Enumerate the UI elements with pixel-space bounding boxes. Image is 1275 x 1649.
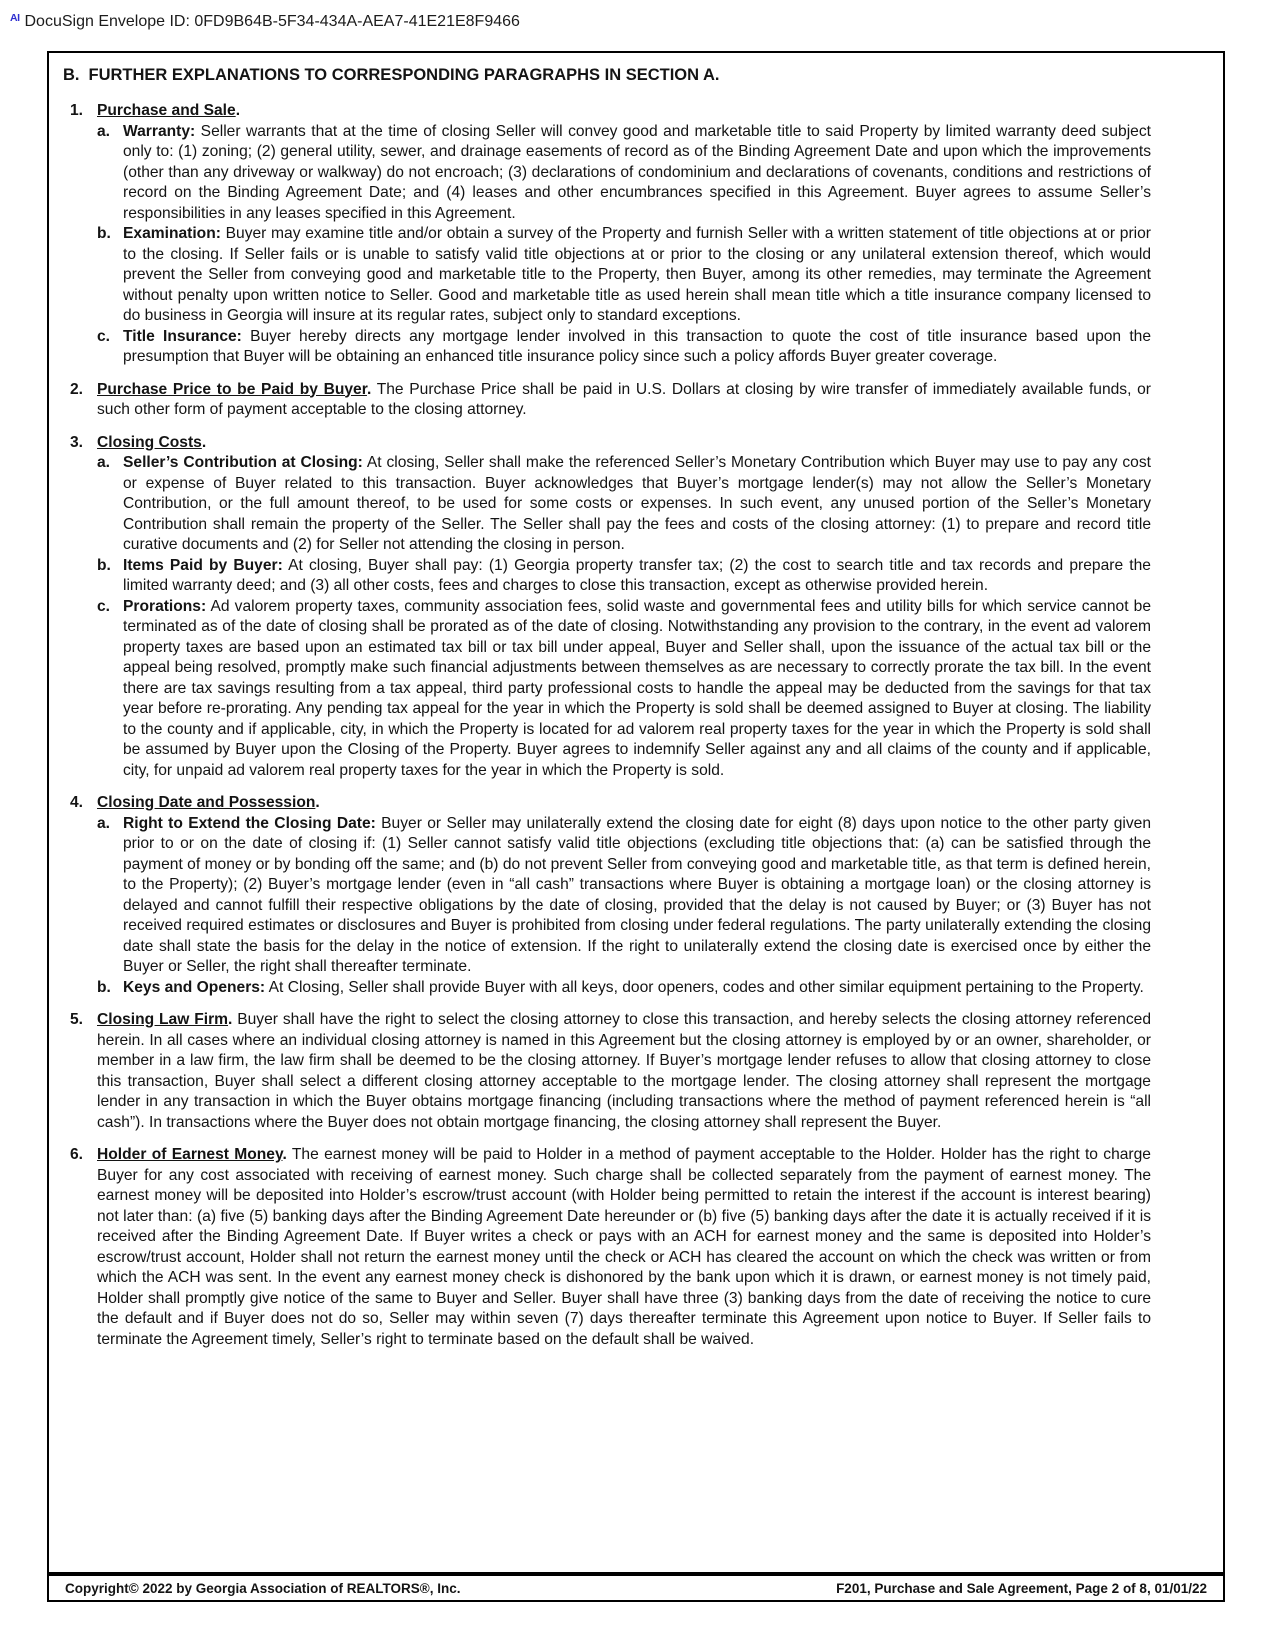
subitem-label: Items Paid by Buyer: (123, 556, 283, 574)
subitem-body (123, 814, 1151, 978)
item-paragraph (97, 1010, 1151, 1133)
subitem-label: Seller’s Contribution at Closing: (123, 454, 363, 471)
item-title-line (97, 433, 1151, 454)
item-text: Buyer shall have the right to select the closing attorney to close this transaction, and hereby selects the closing attorney referenced herein. In all cases where an individual closing attorney is named in this Agreement but the closing attorney is employed by or an owner, shareholder, or member in a law firm, the law firm shall be deemed to be the closing attorney. If Buyer’s mortgage lender refuses to allow that closing attorney to close this transaction, Buyer shall select a different closing attorney acceptable to the mortgage lender. The closing attorney shall represent the mortgage lender in any transaction in which the Buyer obtains mortgage financing (including transactions where the method of payment referenced herein is “all cash”). In transactions where the Buyer does not obtain mortgage financing, the closing attorney shall represent the Buyer. (97, 1011, 1151, 1131)
subitem-letter: b. (97, 978, 111, 996)
agreement-item (70, 1010, 1151, 1133)
subitem-body (123, 597, 1151, 782)
subitem-text: Seller warrants that at the time of closing Seller will convey good and marketable title to said Property by limited warranty deed subject only to: (1) zoning; (2) general utility, sewer, and drainage easements of record as of the Binding Agreement Date and upon which the improvements (other than any driveway or walkway) do not encroach; (3) declarations of condominium and declarations of covenants, conditions and restrictions of record on the Binding Agreement Date; and (4) leases and other encumbrances specified in this Agreement. Buyer agrees to assume Seller’s responsibilities in any leases specified in this Agreement. (123, 122, 1151, 222)
paragraph-list (63, 101, 1151, 1350)
subitem-letter: a. (97, 454, 111, 471)
subitem-label: Warranty: (123, 122, 196, 140)
subitem-text: Buyer may examine title and/or obtain a survey of the Property and furnish Seller with a written statement of title objections at or prior to the closing. If Seller fails or is unable to satisfy valid title objections at or prior to the closing or any unilateral extension thereof, which would prevent the Seller from conveying good and marketable title to the Property, then Buyer, among its other remedies, may terminate the Agreement without penalty upon written notice to Seller. Good and marketable title as used herein shall mean title which a title insurance company licensed to do business in Georgia will insure at its regular rates, subject only to standard exceptions. (123, 225, 1151, 324)
item-number: 4. (70, 794, 84, 811)
section-heading-letter: B. (63, 66, 80, 84)
sub-item (97, 327, 1151, 368)
document-page-border (47, 51, 1225, 1602)
subitem-label: Title Insurance: (123, 327, 242, 345)
docusign-envelope-header (10, 12, 520, 31)
subitem-letter: a. (97, 814, 111, 832)
subitem-body (123, 327, 1151, 368)
sub-item (97, 556, 1151, 597)
subitem-text: At closing, Seller shall make the referenced Seller’s Monetary Contribution which Buyer may use to pay any cost or expense of Buyer related to this transaction. Buyer acknowledges that Buyer’s mortgage lender(s) may not allow the Seller’s Monetary Contribution, or the full amount thereof, to be used for some costs or expenses. In such event, any unused portion of the Seller’s Monetary Contribution shall remain the property of the Seller. The Seller shall pay the fees and costs of the closing attorney: (1) to prepare and record title curative documents and (2) for Seller not attending the closing in person. (123, 454, 1151, 553)
subitem-body (123, 224, 1151, 327)
subitem-label: Prorations: (123, 597, 207, 615)
item-body (97, 380, 1151, 421)
subitem-text: At Closing, Seller shall provide Buyer with all keys, door openers, codes and other similar equipment pertaining to the Property. (268, 978, 1144, 996)
item-body (97, 793, 1151, 998)
item-body (97, 433, 1151, 782)
subitem-text: Ad valorem property taxes, community association fees, solid waste and governmental fees and utility bills for which service cannot be terminated as of the date of closing shall be prorated as of the date of closing. Notwithstanding any provision to the contrary, in the event ad valorem property taxes are based upon an estimated tax bill or tax bill under appeal, Buyer and Seller shall, upon the issuance of the actual tax bill or the appeal being resolved, promptly make such financial adjustments between themselves as are necessary to correctly prorate the tax bill. In the event there are tax savings resulting from a tax appeal, third party professional costs to handle the appeal may be deducted from the savings for that tax year before re-prorating. Any pending tax appeal for the year in which the Property is sold shall be deemed assigned to Buyer at closing. The liability to the county and if applicable, city, in which the Property is located for ad valorem real property taxes for the year in which the Property is sold shall be assumed by Buyer upon the Closing of the Property. Buyer agrees to indemnify Seller against any and all claims of the county and if applicable, city, for unpaid ad valorem real property taxes for the year in which the Property is sold. (123, 597, 1151, 779)
subitem-letter: c. (97, 327, 111, 345)
item-title-period: . (201, 433, 207, 451)
agreement-item (70, 793, 1151, 998)
subitem-label: Examination: (123, 225, 221, 242)
item-number: 6. (70, 1146, 84, 1163)
item-number: 1. (70, 102, 84, 119)
item-title-line (97, 101, 1151, 122)
document-content (49, 53, 1223, 1572)
item-title-period: . (315, 794, 320, 811)
item-title: Closing Date and Possession (97, 794, 316, 811)
sub-item (97, 978, 1151, 999)
item-title-period: . (282, 1146, 287, 1163)
subitem-body (123, 978, 1151, 999)
item-title: Purchase Price to be Paid by Buyer (97, 380, 367, 398)
subitem-body (123, 453, 1151, 556)
item-number: 5. (70, 1011, 84, 1028)
item-number: 2. (70, 380, 84, 398)
section-heading-text: FURTHER EXPLANATIONS TO CORRESPONDING PARAGRAPHS IN SECTION A. (88, 66, 720, 84)
item-text: The earnest money will be paid to Holder in a method of payment acceptable to the Holder. Holder has the right to charge Buyer for any cost associated with receiving of earnest money. Such charge shall be collected separately from the payment of earnest money. The earnest money will be deposited into Holder’s escrow/trust account (with Holder being permitted to retain the interest if the account is interest bearing) not later than: (a) five (5) banking days after the Binding Agreement Date hereunder or (b) five (5) banking days after the date it is actually received if it is received after the Binding Agreement Date. If Buyer writes a check or pays with an ACH for earnest money and the same is deposited into Holder’s escrow/trust account, Holder shall not return the earnest money until the check or ACH has cleared the account on which the check was written or from which the ACH was sent. In the event any earnest money check is dishonored by the bank upon which it is drawn, or earnest money is not timely paid, Holder shall promptly give notice of the same to Buyer and Seller. Buyer shall have three (3) banking days from the date of receiving the notice to cure the default and if Buyer does not do so, Seller may within seven (7) days thereafter terminate this Agreement upon notice to Buyer. If Seller fails to terminate the Agreement timely, Seller’s right to terminate based on the default shall be waived. (97, 1146, 1151, 1348)
subitem-letter: c. (97, 597, 111, 615)
envelope-id-label: DocuSign Envelope ID: 0FD9B64B-5F34-434A-AEA7-41E21E8F9466 (24, 13, 520, 30)
sub-item (97, 814, 1151, 978)
page-footer (49, 1572, 1223, 1600)
item-title: Closing Law Firm (97, 1011, 229, 1028)
subitem-label: Keys and Openers: (123, 978, 266, 996)
agreement-item (70, 101, 1151, 368)
sub-item (97, 224, 1151, 327)
item-body (97, 1145, 1151, 1350)
item-body (97, 1010, 1151, 1133)
docusign-ai-mark-icon: AI (10, 12, 20, 24)
agreement-item (70, 433, 1151, 782)
item-body (97, 101, 1151, 368)
footer-form-reference: F201, Purchase and Sale Agreement, Page 2 of 8, 01/01/22 (836, 1580, 1207, 1596)
subitem-letter: b. (97, 556, 111, 574)
agreement-item (70, 380, 1151, 421)
item-number: 3. (70, 433, 84, 451)
item-title-period: . (228, 1011, 233, 1028)
item-title: Closing Costs (97, 433, 202, 451)
item-paragraph (97, 380, 1151, 421)
item-paragraph (97, 1145, 1151, 1350)
item-title-period: . (366, 380, 372, 398)
sub-item (97, 453, 1151, 556)
subitem-letter: b. (97, 225, 111, 242)
section-heading (63, 65, 1151, 85)
agreement-item (70, 1145, 1151, 1350)
subitem-text: Buyer or Seller may unilaterally extend the closing date for eight (8) days upon notice to the other party given prior to or on the date of closing if: (1) Seller cannot satisfy valid title objections (excluding title objections that: (a) can be satisfied through the payment of money or by bonding off the same; and (b) do not prevent Seller from conveying good and marketable title, as that term is defined herein, to the Property); (2) Buyer’s mortgage lender (even in “all cash” transactions where Buyer is obtaining a mortgage loan) or the closing attorney is delayed and cannot fulfill their respective obligations by the date of closing, provided that the delay is not caused by Buyer; or (3) Buyer has not received required estimates or disclosures and Buyer is prohibited from closing under federal regulations. The party unilaterally extending the closing date shall state the basis for the delay in the notice of extension. If the right to unilaterally extend the closing date is exercised once by either the Buyer or Seller, the right shall thereafter terminate. (123, 814, 1151, 975)
sub-item (97, 597, 1151, 782)
item-title: Purchase and Sale (97, 102, 236, 119)
item-title: Holder of Earnest Money (97, 1146, 283, 1163)
subitem-text: Buyer hereby directs any mortgage lender involved in this transaction to quote the cost of title insurance based upon the presumption that Buyer will be obtaining an enhanced title insurance policy since such a policy affords Buyer greater coverage. (123, 327, 1151, 365)
subitem-label: Right to Extend the Closing Date: (123, 814, 376, 832)
item-title-line (97, 793, 1151, 814)
subitem-text: At closing, Buyer shall pay: (1) Georgia property transfer tax; (2) the cost to search title and tax records and prepare the limited warranty deed; and (3) all other costs, fees and charges to close this transaction, except as otherwise provided herein. (123, 556, 1151, 594)
footer-copyright: Copyright© 2022 by Georgia Association of REALTORS®, Inc. (65, 1580, 461, 1596)
subitem-body (123, 556, 1151, 597)
sub-item (97, 122, 1151, 225)
subitem-body (123, 122, 1151, 225)
item-text: The Purchase Price shall be paid in U.S. Dollars at closing by wire transfer of immediately available funds, or such other form of payment acceptable to the closing attorney. (97, 380, 1151, 418)
item-title-period: . (235, 102, 241, 119)
subitem-letter: a. (97, 122, 111, 140)
